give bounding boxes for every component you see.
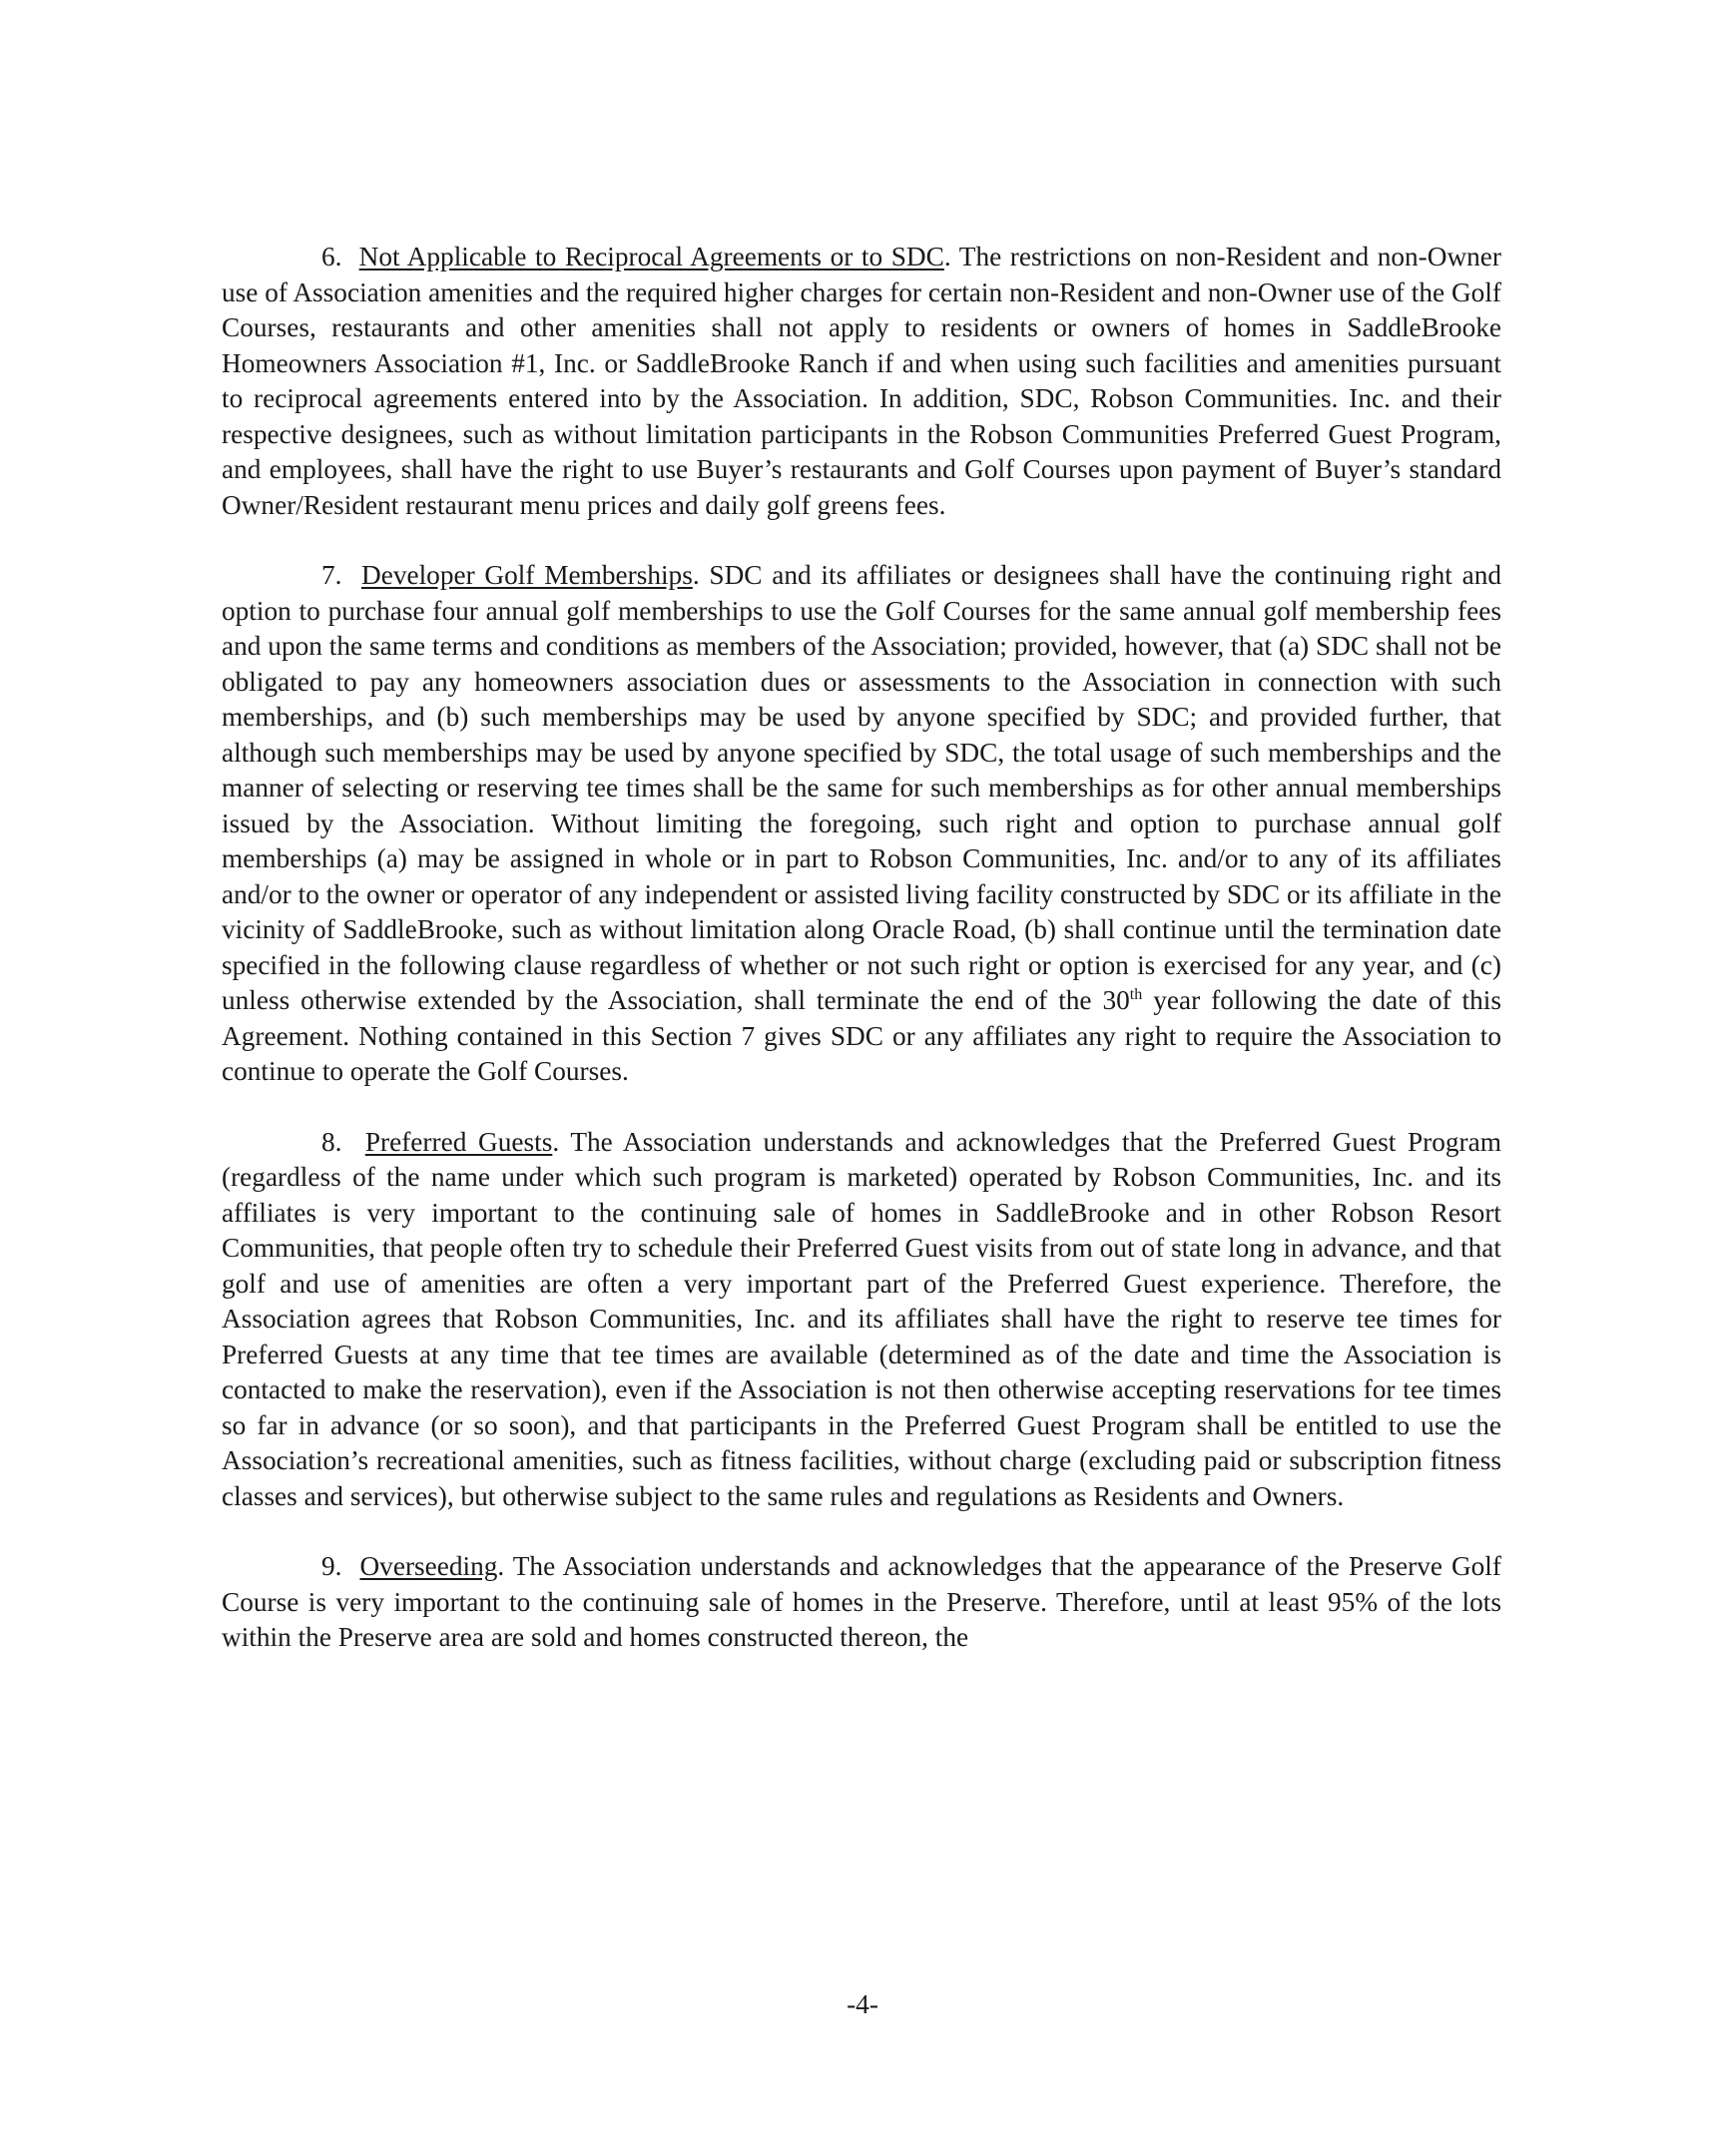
section-number: 7. [321,560,342,590]
ordinal-superscript: th [1129,985,1143,1003]
page-number: -4- [847,1989,878,2019]
section-body-continued: year following the date of this Agreement. Nothing contained in this Section 7 gives SDC or any affiliates any right to require the Association to continue to operate the Golf Courses. [222,985,1501,1086]
section-number: 9. [321,1551,342,1581]
section-7-paragraph [222,558,1501,1090]
section-number: 6. [321,242,342,271]
section-body: . SDC and its affiliates or designees shall have the continuing right and option to purchase four annual golf memberships to use the Golf Courses for the same annual golf membership fees and upon the same terms and conditions as members of the Association; provided, however, that (a) SDC shall not be obligated to pay any homeowners association dues or assessments to the Association in connection with such memberships, and (b) such memberships may be used by anyone specified by SDC; and provided further, that although such memberships may be used by anyone specified by SDC, the total usage of such memberships and the manner of selecting or reserving tee times shall be the same for such memberships as for other annual memberships issued by the Association. Without limiting the foregoing, such right and option to purchase annual golf memberships (a) may be assigned in whole or in part to Robson Communities, Inc. and/or to any of its affiliates and/or to the owner or operator of any independent or assisted living facility constructed by SDC or its affiliate in the vicinity of SaddleBrooke, such as without limitation along Oracle Road, (b) shall continue until the termination date specified in the following clause regardless of whether or not such right or option is exercised for any year, and (c) unless otherwise extended by the Association, shall terminate the end of the 30 [222,560,1502,1015]
section-heading: Developer Golf Memberships [361,560,693,590]
section-6-paragraph [222,240,1501,523]
section-body: . The Association understands and acknowledges that the appearance of the Preserve Golf Course is very important to the continuing sale of homes in the Preserve. Therefore, until at least 95% of the lots within the Preserve area are sold and homes constructed thereon, the [222,1551,1501,1652]
section-body: . The restrictions on non-Resident and non-Owner use of Association amenities and the required higher charges for certain non-Resident and non-Owner use of the Golf Courses, restaurants and other amenities shall not apply to residents or owners of homes in SaddleBrooke Homeowners Association #1, Inc. or SaddleBrooke Ranch if and when using such facilities and amenities pursuant to reciprocal agreements entered into by the Association. In addition, SDC, Robson Communities. Inc. and their respective designees, such as without limitation participants in the Robson Communities Preferred Guest Program, and employees, shall have the right to use Buyer’s restaurants and Golf Courses upon payment of Buyer’s standard Owner/Resident restaurant menu prices and daily golf greens fees. [222,242,1502,520]
section-heading: Preferred Guests [364,1126,553,1157]
section-heading: Overseeding [359,1551,498,1581]
section-number: 8. [321,1126,342,1157]
document-page [222,240,1501,1691]
section-9-paragraph [222,1549,1501,1656]
section-heading: Not Applicable to Reciprocal Agreements or to SDC [358,242,944,271]
section-8-paragraph [222,1125,1501,1515]
section-body: . The Association understands and acknowledges that the Preferred Guest Program (regardless of the name under which such program is marketed) operated by Robson Communities, Inc. and its affiliates is very important to the continuing sale of homes in SaddleBrooke and in other Robson Resort Communities, that people often try to schedule their Preferred Guest visits from out of state long in advance, and that golf and use of amenities are often a very important part of the Preferred Guest experience. Therefore, the Association agrees that Robson Communities, Inc. and its affiliates shall have the right to reserve tee times for Preferred Guests at any time that tee times are available (determined as of the date and time the Association is contacted to make the reservation), even if the Association is not then otherwise accepting reservations for tee times so far in advance (or so soon), and that participants in the Preferred Guest Program shall be entitled to use the Association’s recreational amenities, such as fitness facilities, without charge (excluding paid or subscription fitness classes and services), but otherwise subject to the same rules and regulations as Residents and Owners. [222,1126,1501,1511]
